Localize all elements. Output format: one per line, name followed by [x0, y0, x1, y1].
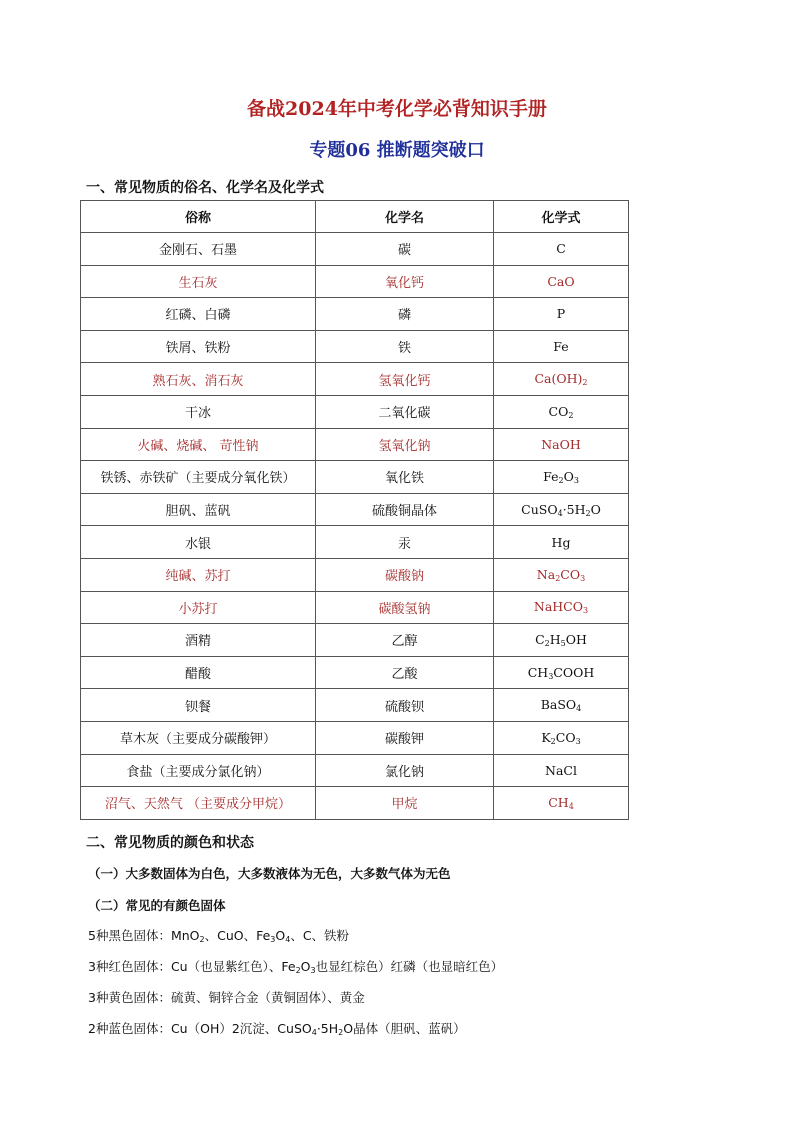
subscript: 3 — [580, 573, 586, 583]
text-segment: P — [556, 306, 566, 322]
subscript: 3 — [548, 671, 554, 681]
formula-cell — [494, 461, 629, 494]
table-row — [81, 395, 629, 428]
chemical-name-cell: 碳 — [316, 233, 494, 266]
blue-solids-line — [88, 1019, 466, 1037]
table-row — [81, 721, 629, 754]
formula-cell — [494, 233, 629, 266]
formula-cell — [494, 689, 629, 722]
yellow-solids-line — [88, 988, 365, 1006]
table-header-row — [81, 201, 629, 233]
text-segment: 5种黑色固体：MnO — [88, 928, 200, 943]
table-row — [81, 754, 629, 787]
section2-heading: 二、常见物质的颜色和状态 — [86, 835, 254, 851]
red-solids-line — [88, 957, 503, 975]
subscript: 2 — [582, 378, 588, 388]
text-segment: O晶体（胆矾、蓝矾） — [343, 1021, 466, 1036]
substance-table — [80, 200, 629, 820]
table-row — [81, 558, 629, 591]
subscript: 2 — [544, 638, 550, 648]
text-segment: CO — [548, 403, 569, 419]
subscript: 5 — [560, 638, 566, 648]
common-name-cell: 酒精 — [81, 624, 316, 657]
paragraph-general-colors: （一）大多数固体为白色，大多数液体为无色，大多数气体为无色 — [88, 866, 451, 881]
table-row — [81, 363, 629, 396]
formula-cell — [494, 298, 629, 331]
text-segment: C — [556, 241, 566, 257]
table-row — [81, 298, 629, 331]
subscript: 4 — [576, 704, 582, 714]
text-segment: 、C、铁粉 — [290, 928, 350, 943]
formula-cell — [494, 656, 629, 689]
chemical-name-cell: 硫酸铜晶体 — [316, 493, 494, 526]
table-body — [81, 233, 629, 820]
table-row — [81, 428, 629, 461]
text-segment: Na — [536, 566, 556, 582]
formula-cell — [494, 363, 629, 396]
text-segment: Ca(OH) — [534, 371, 583, 387]
text-segment: O — [275, 928, 286, 943]
text-segment: 3种红色固体：Cu（也显紫红色）、Fe — [88, 959, 296, 974]
chemical-name-cell: 磷 — [316, 298, 494, 331]
subscript: 2 — [295, 966, 301, 975]
text-segment: H — [549, 631, 561, 647]
text-segment: OH — [565, 631, 587, 647]
common-name-cell: 小苏打 — [81, 591, 316, 624]
column-header-chemical: 化学名 — [316, 201, 494, 233]
black-solids-line — [88, 926, 349, 944]
text-segment: NaHCO — [533, 599, 583, 615]
subscript: 4 — [285, 935, 291, 944]
table-row — [81, 461, 629, 494]
paragraph-colored-solids: （二）常见的有颜色固体 — [88, 898, 226, 913]
formula-cell — [494, 721, 629, 754]
text-segment: Fe — [553, 339, 569, 355]
table-row — [81, 493, 629, 526]
text-segment: BaSO — [540, 697, 577, 713]
table-row — [81, 787, 629, 820]
text-segment: CaO — [547, 273, 575, 289]
chemical-name-cell: 乙酸 — [316, 656, 494, 689]
document-title: 备战2024年中考化学必背知识手册 — [247, 98, 547, 120]
text-segment: 3种黄色固体：硫黄、铜锌合金（黄铜固体）、黄金 — [88, 990, 365, 1005]
common-name-cell: 铁屑、铁粉 — [81, 330, 316, 363]
subscript: 3 — [583, 606, 589, 616]
formula-cell — [494, 754, 629, 787]
table-row — [81, 330, 629, 363]
subscript: 4 — [568, 801, 574, 811]
subscript: 4 — [311, 1028, 317, 1037]
common-name-cell: 纯碱、苏打 — [81, 558, 316, 591]
text-segment: 也显红棕色）红磷（也显暗红色） — [315, 959, 504, 974]
text-segment: CH — [527, 664, 549, 680]
chemical-name-cell: 甲烷 — [316, 787, 494, 820]
chemical-name-cell: 氢氧化钠 — [316, 428, 494, 461]
text-segment: C — [535, 631, 545, 647]
table-row — [81, 624, 629, 657]
subscript: 3 — [575, 736, 581, 746]
chemical-name-cell: 氧化铁 — [316, 461, 494, 494]
text-segment: 、CuO、Fe — [204, 928, 271, 943]
common-name-cell: 红磷、白磷 — [81, 298, 316, 331]
subscript: 2 — [199, 935, 205, 944]
subscript: 2 — [555, 573, 561, 583]
chemical-name-cell: 汞 — [316, 526, 494, 559]
table-row — [81, 591, 629, 624]
table-row — [81, 689, 629, 722]
common-name-cell: 火碱、烧碱、 苛性钠 — [81, 428, 316, 461]
common-name-cell: 水银 — [81, 526, 316, 559]
text-segment: NaCl — [545, 762, 577, 778]
text-segment: Fe — [543, 468, 559, 484]
common-name-cell: 草木灰（主要成分碳酸钾） — [81, 721, 316, 754]
text-segment: CO — [555, 729, 576, 745]
table-row — [81, 265, 629, 298]
text-segment: Hg — [551, 534, 571, 550]
formula-cell — [494, 330, 629, 363]
chemical-name-cell: 铁 — [316, 330, 494, 363]
text-segment: K — [541, 729, 551, 745]
chemical-name-cell: 氢氧化钙 — [316, 363, 494, 396]
chemical-name-cell: 氯化钠 — [316, 754, 494, 787]
text-segment: COOH — [553, 664, 595, 680]
text-segment: O — [300, 959, 311, 974]
common-name-cell: 金刚石、石墨 — [81, 233, 316, 266]
chemical-name-cell: 碳酸氢钠 — [316, 591, 494, 624]
text-segment: ·5H — [316, 1021, 339, 1036]
formula-cell — [494, 591, 629, 624]
subscript: 2 — [550, 736, 556, 746]
text-segment: 2种蓝色固体：Cu（OH）2沉淀、CuSO — [88, 1021, 312, 1036]
subscript: 4 — [557, 508, 563, 518]
table-row — [81, 233, 629, 266]
subscript: 2 — [558, 475, 564, 485]
chemical-name-cell: 碳酸钠 — [316, 558, 494, 591]
common-name-cell: 食盐（主要成分氯化钠） — [81, 754, 316, 787]
chemical-name-cell: 二氧化碳 — [316, 395, 494, 428]
common-name-cell: 钡餐 — [81, 689, 316, 722]
subscript: 2 — [585, 508, 591, 518]
text-segment: CO — [560, 566, 581, 582]
common-name-cell: 熟石灰、消石灰 — [81, 363, 316, 396]
text-segment: O — [563, 468, 574, 484]
formula-cell — [494, 395, 629, 428]
text-segment: CuSO — [521, 501, 558, 517]
chemical-name-cell: 乙醇 — [316, 624, 494, 657]
formula-cell — [494, 428, 629, 461]
formula-cell — [494, 265, 629, 298]
formula-cell — [494, 558, 629, 591]
chemical-name-cell: 碳酸钾 — [316, 721, 494, 754]
subscript: 3 — [270, 935, 276, 944]
common-name-cell: 胆矾、蓝矾 — [81, 493, 316, 526]
table-row — [81, 526, 629, 559]
common-name-cell: 沼气、天然气 （主要成分甲烷） — [81, 787, 316, 820]
formula-cell — [494, 493, 629, 526]
text-segment: O — [590, 501, 601, 517]
text-segment: NaOH — [541, 436, 581, 452]
column-header-formula: 化学式 — [494, 201, 629, 233]
common-name-cell: 铁锈、赤铁矿（主要成分氧化铁） — [81, 461, 316, 494]
document-subtitle: 专题06 推断题突破口 — [309, 140, 485, 161]
text-segment: CH — [548, 794, 569, 810]
subscript: 2 — [568, 410, 574, 420]
table-row — [81, 656, 629, 689]
subscript: 2 — [338, 1028, 344, 1037]
subscript: 3 — [573, 475, 579, 485]
formula-cell — [494, 787, 629, 820]
section1-heading: 一、常见物质的俗名、化学名及化学式 — [86, 180, 324, 196]
subscript: 3 — [310, 966, 316, 975]
common-name-cell: 干冰 — [81, 395, 316, 428]
chemical-name-cell: 硫酸钡 — [316, 689, 494, 722]
chemical-name-cell: 氧化钙 — [316, 265, 494, 298]
formula-cell — [494, 526, 629, 559]
formula-cell — [494, 624, 629, 657]
common-name-cell: 醋酸 — [81, 656, 316, 689]
column-header-common: 俗称 — [81, 201, 316, 233]
common-name-cell: 生石灰 — [81, 265, 316, 298]
text-segment: ·5H — [562, 501, 586, 517]
